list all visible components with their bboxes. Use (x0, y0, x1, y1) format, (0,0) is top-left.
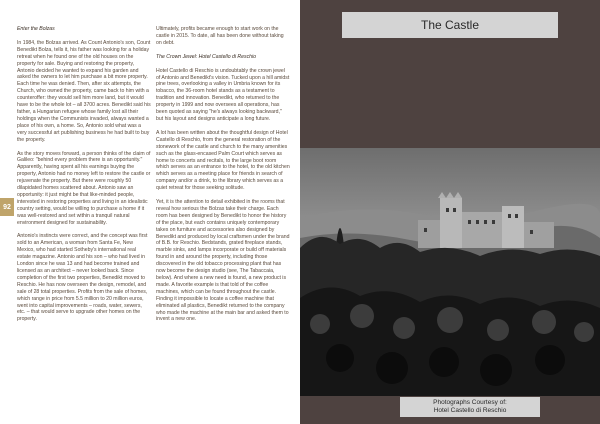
page-title: The Castle (342, 12, 558, 38)
paragraph: Yet, it is the attention to detail exhibited in the rooms that reveal how serious the Bolzas take their charge. Each room has been designed by Benedikt to honor the history of the place, but each contains uniquely contemporary takes on furniture and accessories also designed by Benedikt and produced by local craftsmen under the brand of B.B. for Reschio. Bedstands, grated fireplace stands, marble sinks, and lamps incorporate or build off materials found in and around the property, including those discovered in the old tobacco processing plant that has now become the design studio (see, The Tabaccaia, below). And where a new need is found, a new product is made. A favorite example is that told of the coffee machines, which can be found throughout the castle. Finding it impossible to locate a coffee machine that eliminated all plastics, Benedikt returned to the company who made the machine at the main bar and asked them to invent a new one. (156, 199, 290, 323)
paragraph: In 1984, the Bolzas arrived. As Count Antonio's son, Count Benedikt Bolza, tells it, his father was looking for a holiday retreat when he found one of the old houses on the property for sale. Buying and restoring the property, Antonio decided he wanted to expand his garden and asked the owners to let him purchase a bit more property. Each time he was denied. Then, after six attempts, the Church, who owned the property, came back to him with a counteroffer: they would sell him more land, but it would have to be the whole lot – all 3700 acres. Benedikt said his father, a Hungarian refugee whose family lost all their holdings when the Communists invaded, always wanted a place of his own, a home. So, Antonio sold what was a very successful art publishing business he had built to buy the property. (17, 39, 151, 143)
page-number: 92 (0, 198, 14, 216)
paragraph: Antonio's instincts were correct, and the concept was first sold to an American, a woman from Santa Fe, New Mexico, who had started Sotheby's international real estate magazine. Antonio and his son – who had lived in London since he was 13 and had become trained and licensed as an architect – never looked back. Since completion of the first two properties, Benedikt moved to Reschio. He has now overseen the design, remodel, and sale of 28 total properties. Profits from the sale of homes, which range in price from 5.5 million to 20 million euros, went into capital improvements – roads, water, sewers, etc. – that would serve to upgrade other homes on the property. (17, 233, 148, 323)
section-heading: The Crown Jewel: Hotel Castello di Reschio (156, 53, 256, 60)
text-column-1 (17, 26, 151, 330)
photo-caption (400, 397, 540, 417)
castle-photo (300, 148, 600, 396)
paragraph: Ultimately, profits became enough to start work on the castle in 2015. To date, all has been done without taking on debt. (156, 26, 284, 46)
caption-line-1: Photographs Courtesy of: (433, 399, 507, 406)
paragraph: Hotel Castello di Reschio is undoubtably the crown jewel of Antonio and Benedikt's vision. Tucked upon a hill amidst pine trees, overlooking a valley in Umbria known for its tobacco, the 36-room hotel stands as a testament to tradition and innovation. Benedikt, who returned to the property in 1999 and now oversees all operations, has been quoted as saying "he's always looking backward," but his layout and designs anticipate a long future. (156, 67, 290, 122)
text-column-2 (156, 26, 290, 330)
paragraph: As the story moves forward, a person thinks of the claim of Galileo: "behind every problem there is an opportunity." Apparently, having spent all his earnings buying the property, Antonio had no money left to restore the castle or rejuvenate the property. But there were roughly 50 dilapidated homes scattered about. Antonio saw an opportunity: it just might be that like-minded people, interested in restoring properties and living in an idealistic country setting, would be willing to purchase a home if it was well-restored and set within a tranquil natural environment designed for sustainability. (17, 150, 151, 226)
paragraph: A lot has been written about the thoughtful design of Hotel Castello di Reschio, from the general restoration of the stonework of the castle and church to the many amenities such as the glass-encased Palm Court which serves as home to concerts and recitals, to the large boot room which serves as an entrance to the hotel, to the old kitchen which serves as a meeting place for friends in search of company and/or a drink, to the library which serves as a quiet retreat for those seeking solitude. (156, 129, 290, 192)
section-heading: Enter the Bolzas (17, 26, 55, 32)
right-page (300, 0, 600, 424)
caption-line-2: Hotel Castello di Reschio (433, 407, 507, 414)
